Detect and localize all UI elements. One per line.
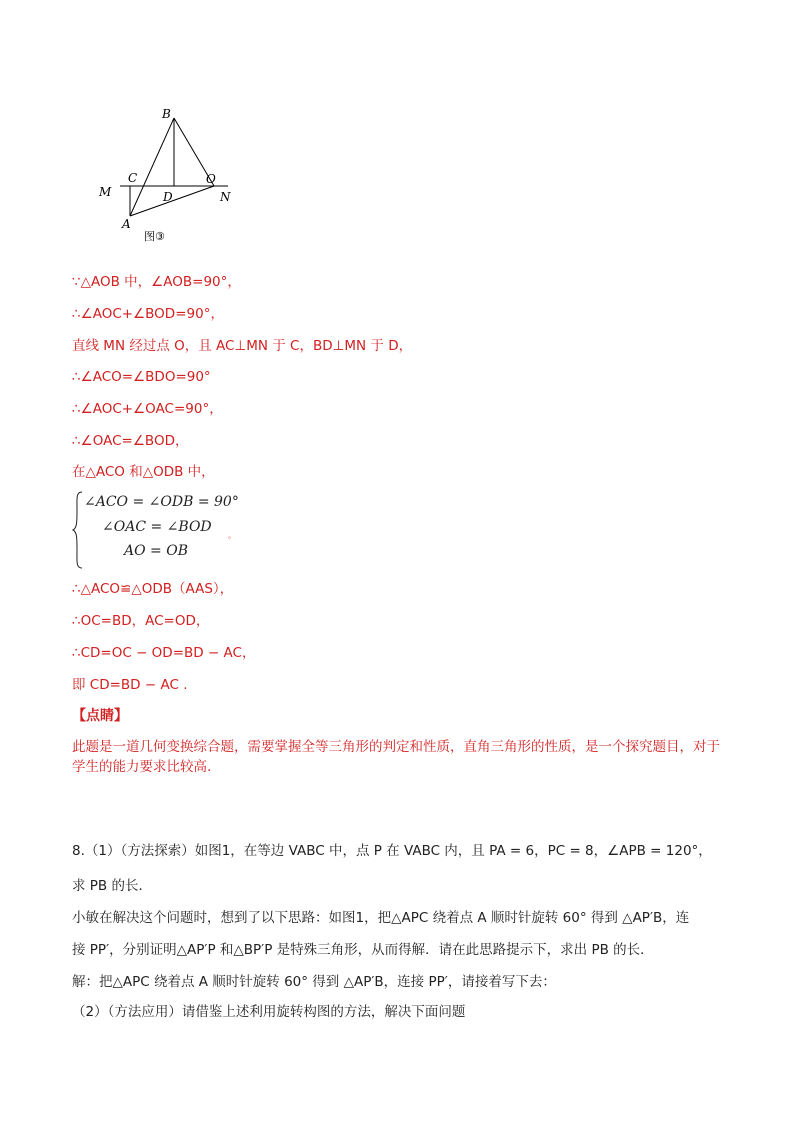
comment-text: 此题是一道几何变换综合题，需要掌握全等三角形的判定和性质，直角三角形的性质，是一个探究题目，对于学生的能力要求比较高. <box>72 739 720 775</box>
geometry-figure <box>92 104 252 246</box>
system-mark: 。 <box>228 531 236 540</box>
question-line: 求 PB 的长． <box>72 878 152 894</box>
question-line: 8.（1）（方法探索）如图1，在等边 VABC 中，点 P 在 VABC 内，且 PA = 6，PC = 8，∠APB = 120°， <box>72 843 712 859</box>
solution-line: 在△ACO 和△ODB 中， <box>72 464 215 480</box>
comment-heading: 【点睛】 <box>72 708 128 724</box>
solution-line: ∴∠ACO=∠BDO=90° <box>72 369 211 385</box>
solution-line: ∴CD=OC − OD=BD − AC， <box>72 645 256 661</box>
solution-line: 直线 MN 经过点 O，且 AC⊥MN 于 C，BD⊥MN 于 D， <box>72 338 413 354</box>
label-d: D <box>163 190 173 204</box>
equation-line: ∠ACO = ∠ODB = 90° <box>84 494 239 510</box>
question-line: （2）（方法应用）请借鉴上述利用旋转构图的方法，解决下面问题 <box>72 1004 466 1020</box>
figure-caption: 图③ <box>144 230 165 243</box>
equation-line: AO = OB <box>124 543 188 559</box>
question-line: 小敏在解决这个问题时，想到了以下思路：如图1，把△APC 绕着点 A 顺时针旋转 60° 得到 △AP′B，连 <box>72 910 690 926</box>
solution-line: ∴∠AOC+∠OAC=90°， <box>72 401 223 417</box>
brace-icon <box>72 490 84 570</box>
label-b: B <box>162 107 171 121</box>
question-line: 接 PP′，分别证明△AP′P 和△BP′P 是特殊三角形，从而得解．请在此思路提示下，求出 PB 的长． <box>72 942 654 958</box>
solution-line: 即 CD=BD − AC . <box>72 677 188 693</box>
label-c: C <box>128 171 138 185</box>
label-a: A <box>122 217 131 231</box>
equation-line: ∠OAC = ∠BOD <box>102 519 212 535</box>
solution-line: ∴∠OAC=∠BOD， <box>72 433 189 449</box>
solution-line: ∴△ACO≌△ODB（AAS）， <box>72 581 234 597</box>
label-n: N <box>220 190 231 204</box>
solution-line: ∴∠AOC+∠BOD=90°， <box>72 306 224 322</box>
solution-line: ∵△AOB 中，∠AOB=90°， <box>72 274 241 290</box>
label-o: O <box>206 172 216 186</box>
solution-line: ∴OC=BD，AC=OD， <box>72 613 210 629</box>
question-line: 解：把△APC 绕着点 A 顺时针旋转 60° 得到 △AP′B，连接 PP′，请接着写下去： <box>72 974 556 990</box>
label-m: M <box>99 185 112 199</box>
equation-system <box>72 490 272 570</box>
